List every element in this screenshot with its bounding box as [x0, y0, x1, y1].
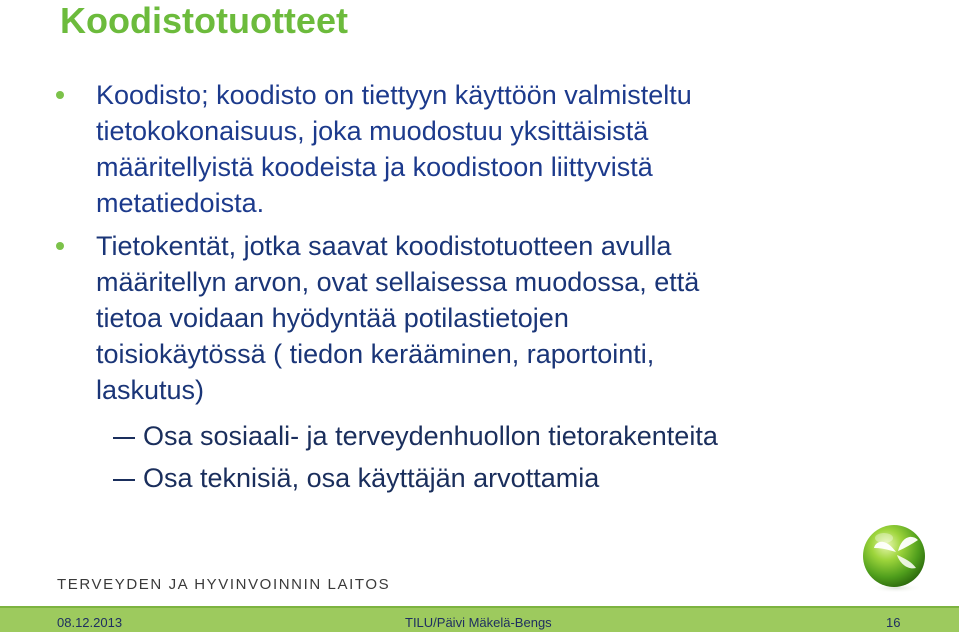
sub-bullet-text: Osa sosiaali- ja terveydenhuollon tietorakenteita [143, 421, 718, 451]
bullet-dot-icon [56, 91, 64, 99]
bullet-dot-icon [56, 242, 64, 250]
footer-author: TILU/Päivi Mäkelä-Bengs [405, 615, 552, 630]
footer-bar [0, 606, 959, 632]
leaf-sphere-logo-icon [856, 518, 932, 594]
footer-date: 08.12.2013 [57, 615, 123, 630]
sub-bullet-text: Osa teknisiä, osa käyttäjän arvottamia [143, 463, 600, 493]
footer-page-number: 16 [886, 615, 901, 630]
organization-name: TERVEYDEN JA HYVINVOINNIN LAITOS [57, 576, 391, 593]
bullet-text: Koodisto; koodisto on tiettyyn käyttöön valmisteltu tietokokonaisuus, joka muodostuu yksittäisistä määritellyistä koodeista ja koodistoon liittyvistä metatiedoista. [96, 80, 692, 218]
slide-title: Koodistotuotteet [60, 0, 348, 41]
bullet-text: Tietokentät, jotka saavat koodistotuotteen avulla määritellyn arvon, ovat sellaisessa muodossa, että tietoa voidaan hyödyntää potilastietojen toisiokäytössä ( tiedon kerääminen, raportointi, laskutus) [96, 231, 700, 405]
dash-icon [113, 437, 135, 439]
dash-icon [113, 479, 135, 481]
